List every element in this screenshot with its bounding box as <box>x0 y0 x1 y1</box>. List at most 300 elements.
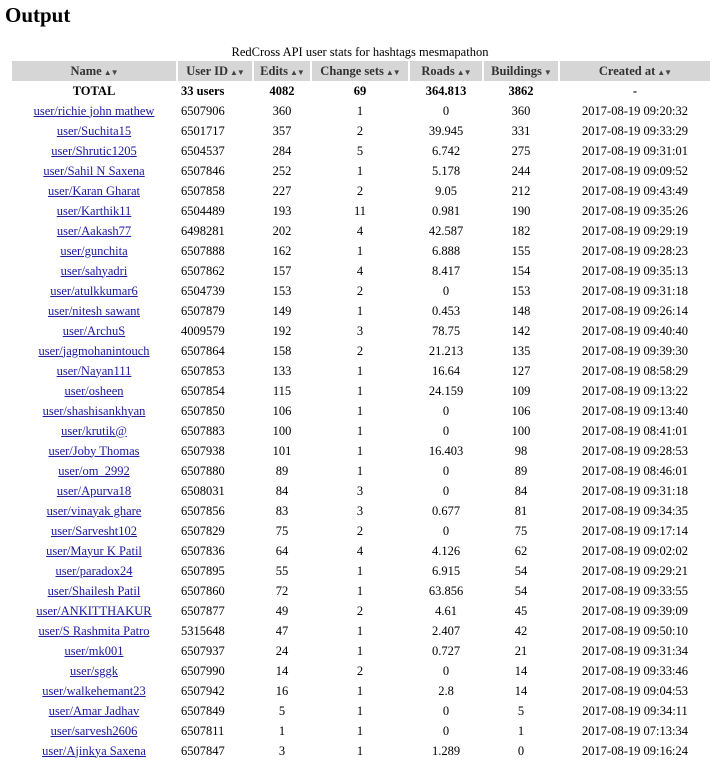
edits-cell: 153 <box>272 283 292 298</box>
user-link[interactable]: user/richie john mathew <box>33 103 155 118</box>
roads-cell: 5.178 <box>431 163 461 178</box>
user-id-cell: 6507829 <box>181 523 225 538</box>
user-id-cell: 6507942 <box>181 683 225 698</box>
created-at-cell: 2017-08-19 09:43:49 <box>582 183 688 198</box>
edits-cell: 192 <box>272 323 292 338</box>
user-stats-table <box>10 61 712 761</box>
changesets-cell: 2 <box>356 663 364 678</box>
created-at-cell: 2017-08-19 09:26:14 <box>582 303 688 318</box>
roads-cell: 0.981 <box>431 203 461 218</box>
roads-cell: 63.856 <box>428 583 464 598</box>
table-row <box>12 341 710 361</box>
edits-cell: 133 <box>272 363 292 378</box>
user-link[interactable]: user/Suchita15 <box>56 123 132 138</box>
user-id-cell: 6507888 <box>181 243 225 258</box>
user-link[interactable]: user/osheen <box>64 383 124 398</box>
user-id-cell: 6507864 <box>181 343 225 358</box>
table-row <box>12 181 710 201</box>
created-at-cell: 2017-08-19 09:50:10 <box>582 623 688 638</box>
table-row <box>12 581 710 601</box>
edits-cell: 3 <box>278 743 286 758</box>
name-cell <box>12 641 176 661</box>
buildings-cell: 45 <box>514 603 528 618</box>
created-at-cell: 2017-08-19 07:13:34 <box>582 723 688 738</box>
edits-cell: 5 <box>278 703 286 718</box>
changesets-cell: 1 <box>356 623 364 638</box>
name-cell <box>12 321 176 341</box>
page-heading: Output <box>5 3 71 27</box>
roads-cell: 16.403 <box>428 443 464 458</box>
roads-cell: 0.453 <box>431 303 461 318</box>
edits-cell: 24 <box>275 643 289 658</box>
name-cell <box>12 621 176 641</box>
sort-arrows-icon[interactable]: ▲▼ <box>229 67 244 77</box>
buildings-cell: 182 <box>511 223 531 238</box>
user-link[interactable]: user/ANKITTHAKUR <box>36 603 152 618</box>
table-row <box>12 601 710 621</box>
sort-arrows-icon[interactable]: ▲▼ <box>103 67 118 77</box>
table-row <box>12 361 710 381</box>
name-cell <box>12 121 176 141</box>
created-at-cell: 2017-08-19 09:33:29 <box>582 123 688 138</box>
roads-cell: 78.75 <box>431 323 461 338</box>
buildings-cell: 190 <box>511 203 531 218</box>
total-label: TOTAL <box>72 83 116 98</box>
table-row <box>12 121 710 141</box>
buildings-cell: 100 <box>511 423 531 438</box>
total-created: - <box>632 83 638 98</box>
created-at-cell: 2017-08-19 09:17:14 <box>582 523 688 538</box>
roads-cell: 21.213 <box>428 343 464 358</box>
user-link[interactable]: user/Amar Jadhav <box>48 703 140 718</box>
user-id-cell: 6507854 <box>181 383 225 398</box>
edits-cell: 84 <box>275 483 289 498</box>
roads-cell: 0 <box>442 103 450 118</box>
name-cell <box>12 421 176 441</box>
buildings-cell: 42 <box>514 623 528 638</box>
created-at-cell: 2017-08-19 09:31:01 <box>582 143 688 158</box>
table-row <box>12 461 710 481</box>
edits-cell: 357 <box>272 123 292 138</box>
sort-arrows-icon[interactable]: ▲▼ <box>657 67 672 77</box>
buildings-cell: 1 <box>517 723 525 738</box>
user-link[interactable]: user/Nayan111 <box>56 363 132 378</box>
created-at-cell: 2017-08-19 09:09:52 <box>582 163 688 178</box>
changesets-cell: 3 <box>356 483 364 498</box>
table-row <box>12 201 710 221</box>
edits-cell: 158 <box>272 343 292 358</box>
table-row <box>12 561 710 581</box>
edits-cell: 227 <box>272 183 292 198</box>
user-link[interactable]: user/ArchuS <box>62 323 126 338</box>
buildings-cell: 89 <box>514 463 528 478</box>
user-link[interactable]: user/gunchita <box>60 243 128 258</box>
edits-cell: 115 <box>272 383 292 398</box>
changesets-cell: 4 <box>356 223 364 238</box>
roads-cell: 0 <box>442 403 450 418</box>
user-link[interactable]: user/sarvesh2606 <box>50 723 138 738</box>
created-at-cell: 2017-08-19 09:16:24 <box>582 743 688 758</box>
edits-cell: 1 <box>278 723 286 738</box>
edits-cell: 193 <box>272 203 292 218</box>
user-id-cell: 6507880 <box>181 463 225 478</box>
changesets-cell: 2 <box>356 283 364 298</box>
name-cell <box>12 381 176 401</box>
user-id-cell: 6507862 <box>181 263 225 278</box>
table-row <box>12 501 710 521</box>
edits-cell: 16 <box>275 683 289 698</box>
buildings-cell: 148 <box>511 303 531 318</box>
name-cell <box>12 221 176 241</box>
changesets-cell: 1 <box>356 243 364 258</box>
name-cell <box>12 701 176 721</box>
roads-cell: 24.159 <box>428 383 464 398</box>
user-link[interactable]: user/mk001 <box>64 643 124 658</box>
roads-cell: 0 <box>442 703 450 718</box>
name-cell <box>12 481 176 501</box>
roads-cell: 0.727 <box>431 643 461 658</box>
created-at-cell: 2017-08-19 09:35:26 <box>582 203 688 218</box>
user-link[interactable]: user/walkehemant23 <box>42 683 146 698</box>
table-row <box>12 221 710 241</box>
buildings-cell: 21 <box>514 643 528 658</box>
user-id-cell: 6507836 <box>181 543 225 558</box>
edits-cell: 14 <box>275 663 289 678</box>
created-at-cell: 2017-08-19 08:46:01 <box>582 463 688 478</box>
created-at-cell: 2017-08-19 09:31:34 <box>582 643 688 658</box>
user-id-cell: 6507850 <box>181 403 225 418</box>
user-link[interactable]: user/S Rashmita Patro <box>38 623 150 638</box>
changesets-cell: 1 <box>356 163 364 178</box>
edits-cell: 47 <box>275 623 289 638</box>
name-cell <box>12 501 176 521</box>
changesets-cell: 1 <box>356 463 364 478</box>
created-at-cell: 2017-08-19 09:29:19 <box>582 223 688 238</box>
roads-cell: 6.915 <box>431 563 461 578</box>
name-cell <box>12 581 176 601</box>
table-row <box>12 241 710 261</box>
sort-arrows-icon[interactable]: ▲▼ <box>385 67 400 77</box>
changesets-cell: 1 <box>356 303 364 318</box>
roads-cell: 0 <box>442 283 450 298</box>
user-link[interactable]: user/atulkkumar6 <box>50 283 138 298</box>
buildings-cell: 98 <box>514 443 528 458</box>
user-id-cell: 6498281 <box>181 223 225 238</box>
buildings-cell: 155 <box>511 243 531 258</box>
edits-cell: 149 <box>272 303 292 318</box>
buildings-cell: 127 <box>511 363 531 378</box>
buildings-cell: 360 <box>511 103 531 118</box>
created-at-cell: 2017-08-19 09:02:02 <box>582 543 688 558</box>
table-row <box>12 441 710 461</box>
changesets-cell: 2 <box>356 183 364 198</box>
name-cell <box>12 261 176 281</box>
user-link[interactable]: user/om_2992 <box>58 463 130 478</box>
user-id-cell: 6507858 <box>181 183 225 198</box>
created-at-cell: 2017-08-19 09:13:40 <box>582 403 688 418</box>
user-link[interactable]: user/jagmohanintouch <box>38 343 150 358</box>
column-header-roads[interactable]: Roads ▲▼ <box>410 61 482 81</box>
table-row <box>12 541 710 561</box>
buildings-cell: 106 <box>511 403 531 418</box>
user-id-cell: 6507877 <box>181 603 225 618</box>
user-id-cell: 6507879 <box>181 303 225 318</box>
user-id-cell: 4009579 <box>181 323 225 338</box>
created-at-cell: 2017-08-19 09:34:35 <box>582 503 688 518</box>
edits-cell: 55 <box>275 563 289 578</box>
roads-cell: 4.126 <box>431 543 461 558</box>
changesets-cell: 5 <box>356 143 364 158</box>
user-link[interactable]: user/Shrutic1205 <box>51 143 137 158</box>
changesets-cell: 2 <box>356 603 364 618</box>
created-at-cell: 2017-08-19 09:33:46 <box>582 663 688 678</box>
user-link[interactable]: user/shashisankhyan <box>42 403 146 418</box>
created-at-cell: 2017-08-19 09:31:18 <box>582 483 688 498</box>
roads-cell: 0 <box>442 723 450 738</box>
name-cell <box>12 561 176 581</box>
created-at-cell: 2017-08-19 09:28:23 <box>582 243 688 258</box>
name-cell <box>12 741 176 761</box>
roads-cell: 6.742 <box>431 143 461 158</box>
user-link[interactable]: user/Apurva18 <box>56 483 132 498</box>
user-link[interactable]: user/paradox24 <box>55 563 133 578</box>
total-roads: 364.813 <box>425 83 467 98</box>
changesets-cell: 1 <box>356 643 364 658</box>
buildings-cell: 109 <box>511 383 531 398</box>
user-id-cell: 6507883 <box>181 423 225 438</box>
roads-cell: 39.945 <box>428 123 464 138</box>
changesets-cell: 11 <box>353 203 367 218</box>
changesets-cell: 2 <box>356 523 364 538</box>
buildings-cell: 81 <box>514 503 528 518</box>
table-row <box>12 521 710 541</box>
roads-cell: 6.888 <box>431 243 461 258</box>
buildings-cell: 54 <box>514 583 528 598</box>
changesets-cell: 1 <box>356 743 364 758</box>
roads-cell: 0 <box>442 463 450 478</box>
user-id-cell: 6507849 <box>181 703 225 718</box>
buildings-cell: 75 <box>514 523 528 538</box>
edits-cell: 162 <box>272 243 292 258</box>
user-id-cell: 5315648 <box>181 623 225 638</box>
created-at-cell: 2017-08-19 09:39:30 <box>582 343 688 358</box>
column-header-change-sets[interactable]: Change sets ▲▼ <box>312 61 408 81</box>
table-row <box>12 721 710 741</box>
table-row <box>12 261 710 281</box>
created-at-cell: 2017-08-19 09:29:21 <box>582 563 688 578</box>
user-id-cell: 6507853 <box>181 363 225 378</box>
user-id-cell: 6501717 <box>181 123 225 138</box>
created-at-cell: 2017-08-19 09:35:13 <box>582 263 688 278</box>
edits-cell: 157 <box>272 263 292 278</box>
changesets-cell: 4 <box>356 263 364 278</box>
roads-cell: 1.289 <box>431 743 461 758</box>
user-link[interactable]: user/Karthik11 <box>56 203 132 218</box>
buildings-cell: 212 <box>511 183 531 198</box>
table-row <box>12 621 710 641</box>
roads-cell: 9.05 <box>435 183 457 198</box>
table-row <box>12 161 710 181</box>
name-cell <box>12 241 176 261</box>
roads-cell: 0 <box>442 523 450 538</box>
user-id-cell: 6507937 <box>181 643 225 658</box>
column-header-edits[interactable]: Edits ▲▼ <box>254 61 310 81</box>
table-row <box>12 741 710 761</box>
name-cell <box>12 441 176 461</box>
created-at-cell: 2017-08-19 08:58:29 <box>582 363 688 378</box>
user-link[interactable]: user/krutik@ <box>61 423 127 438</box>
edits-cell: 100 <box>272 423 292 438</box>
user-link[interactable]: user/Sarvesht102 <box>50 523 138 538</box>
user-id-cell: 6504489 <box>181 203 225 218</box>
changesets-cell: 1 <box>356 683 364 698</box>
user-id-cell: 6507938 <box>181 443 225 458</box>
user-id-cell: 6508031 <box>181 483 225 498</box>
name-cell <box>12 681 176 701</box>
name-cell <box>12 541 176 561</box>
roads-cell: 16.64 <box>431 363 461 378</box>
created-at-cell: 2017-08-19 09:39:09 <box>582 603 688 618</box>
edits-cell: 202 <box>272 223 292 238</box>
name-cell <box>12 341 176 361</box>
user-link[interactable]: user/sahyadri <box>60 263 128 278</box>
created-at-cell: 2017-08-19 09:04:53 <box>582 683 688 698</box>
name-cell <box>12 181 176 201</box>
buildings-cell: 14 <box>514 683 528 698</box>
table-row <box>12 401 710 421</box>
user-link[interactable]: user/Ajinkya Saxena <box>42 743 146 758</box>
roads-cell: 0 <box>442 663 450 678</box>
buildings-cell: 14 <box>514 663 528 678</box>
name-cell <box>12 281 176 301</box>
table-row <box>12 701 710 721</box>
user-id-cell: 6504739 <box>181 283 225 298</box>
edits-cell: 72 <box>275 583 289 598</box>
created-at-cell: 2017-08-19 09:20:32 <box>582 103 688 118</box>
roads-cell: 0.677 <box>431 503 461 518</box>
changesets-cell: 1 <box>356 723 364 738</box>
table-header-row <box>12 61 710 81</box>
total-users: 33 users <box>181 83 225 98</box>
user-link[interactable]: user/Sahil N Saxena <box>43 163 145 178</box>
changesets-cell: 1 <box>356 703 364 718</box>
edits-cell: 83 <box>275 503 289 518</box>
edits-cell: 89 <box>275 463 289 478</box>
name-cell <box>12 141 176 161</box>
roads-cell: 2.407 <box>431 623 461 638</box>
column-header-name[interactable]: Name ▲▼ <box>12 61 176 81</box>
user-id-cell: 6507847 <box>181 743 225 758</box>
table-row <box>12 281 710 301</box>
name-cell <box>12 721 176 741</box>
buildings-cell: 244 <box>511 163 531 178</box>
column-header-created-at[interactable]: Created at ▲▼ <box>560 61 710 81</box>
sort-down-icon[interactable]: ▼ <box>543 67 551 77</box>
changesets-cell: 1 <box>356 403 364 418</box>
table-row <box>12 481 710 501</box>
table-row <box>12 421 710 441</box>
edits-cell: 101 <box>272 443 292 458</box>
roads-cell: 0 <box>442 423 450 438</box>
created-at-cell: 2017-08-19 09:40:40 <box>582 323 688 338</box>
table-row <box>12 301 710 321</box>
total-buildings: 3862 <box>508 83 534 98</box>
changesets-cell: 4 <box>356 543 364 558</box>
roads-cell: 8.417 <box>431 263 461 278</box>
user-id-cell: 6507856 <box>181 503 225 518</box>
changesets-cell: 1 <box>356 583 364 598</box>
created-at-cell: 2017-08-19 09:31:18 <box>582 283 688 298</box>
buildings-cell: 54 <box>514 563 528 578</box>
name-cell <box>12 601 176 621</box>
edits-cell: 252 <box>272 163 292 178</box>
edits-cell: 49 <box>275 603 289 618</box>
user-id-cell: 6504537 <box>181 143 225 158</box>
user-link[interactable]: user/Karan Gharat <box>48 183 140 198</box>
sort-arrows-icon[interactable]: ▲▼ <box>456 67 471 77</box>
user-link[interactable]: user/Mayur K Patil <box>46 543 142 558</box>
buildings-cell: 135 <box>511 343 531 358</box>
name-cell <box>12 461 176 481</box>
table-row <box>12 141 710 161</box>
total-changesets: 69 <box>353 83 367 98</box>
user-link[interactable]: user/Shailesh Patil <box>47 583 141 598</box>
table-row <box>12 641 710 661</box>
roads-cell: 2.8 <box>438 683 454 698</box>
user-id-cell: 6507811 <box>181 723 225 738</box>
changesets-cell: 2 <box>356 343 364 358</box>
created-at-cell: 2017-08-19 08:41:01 <box>582 423 688 438</box>
name-cell <box>12 161 176 181</box>
changesets-cell: 1 <box>356 443 364 458</box>
edits-cell: 64 <box>275 543 289 558</box>
edits-cell: 284 <box>272 143 292 158</box>
changesets-cell: 1 <box>356 103 364 118</box>
created-at-cell: 2017-08-19 09:28:53 <box>582 443 688 458</box>
column-header-buildings[interactable]: Buildings ▼ <box>484 61 558 81</box>
name-cell <box>12 361 176 381</box>
table-row <box>12 381 710 401</box>
user-id-cell: 6507860 <box>181 583 225 598</box>
changesets-cell: 3 <box>356 323 364 338</box>
edits-cell: 106 <box>272 403 292 418</box>
buildings-cell: 154 <box>511 263 531 278</box>
name-cell <box>12 521 176 541</box>
user-link[interactable]: user/vinayak ghare <box>46 503 142 518</box>
user-link[interactable]: user/Joby Thomas <box>48 443 140 458</box>
name-cell <box>12 301 176 321</box>
changesets-cell: 2 <box>356 123 364 138</box>
buildings-cell: 84 <box>514 483 528 498</box>
edits-cell: 360 <box>272 103 292 118</box>
user-link[interactable]: user/sggk <box>70 663 118 678</box>
roads-cell: 42.587 <box>428 223 464 238</box>
edits-cell: 75 <box>275 523 289 538</box>
user-link[interactable]: user/Aakash77 <box>56 223 132 238</box>
changesets-cell: 1 <box>356 563 364 578</box>
buildings-cell: 331 <box>511 123 531 138</box>
roads-cell: 4.61 <box>435 603 457 618</box>
table-row <box>12 661 710 681</box>
column-header-user-id[interactable]: User ID ▲▼ <box>178 61 252 81</box>
created-at-cell: 2017-08-19 09:33:55 <box>582 583 688 598</box>
changesets-cell: 3 <box>356 503 364 518</box>
user-link[interactable]: user/nitesh sawant <box>48 303 140 318</box>
name-cell <box>12 101 176 121</box>
user-id-cell: 6507906 <box>181 103 225 118</box>
created-at-cell: 2017-08-19 09:34:11 <box>582 703 688 718</box>
sort-arrows-icon[interactable]: ▲▼ <box>289 67 304 77</box>
